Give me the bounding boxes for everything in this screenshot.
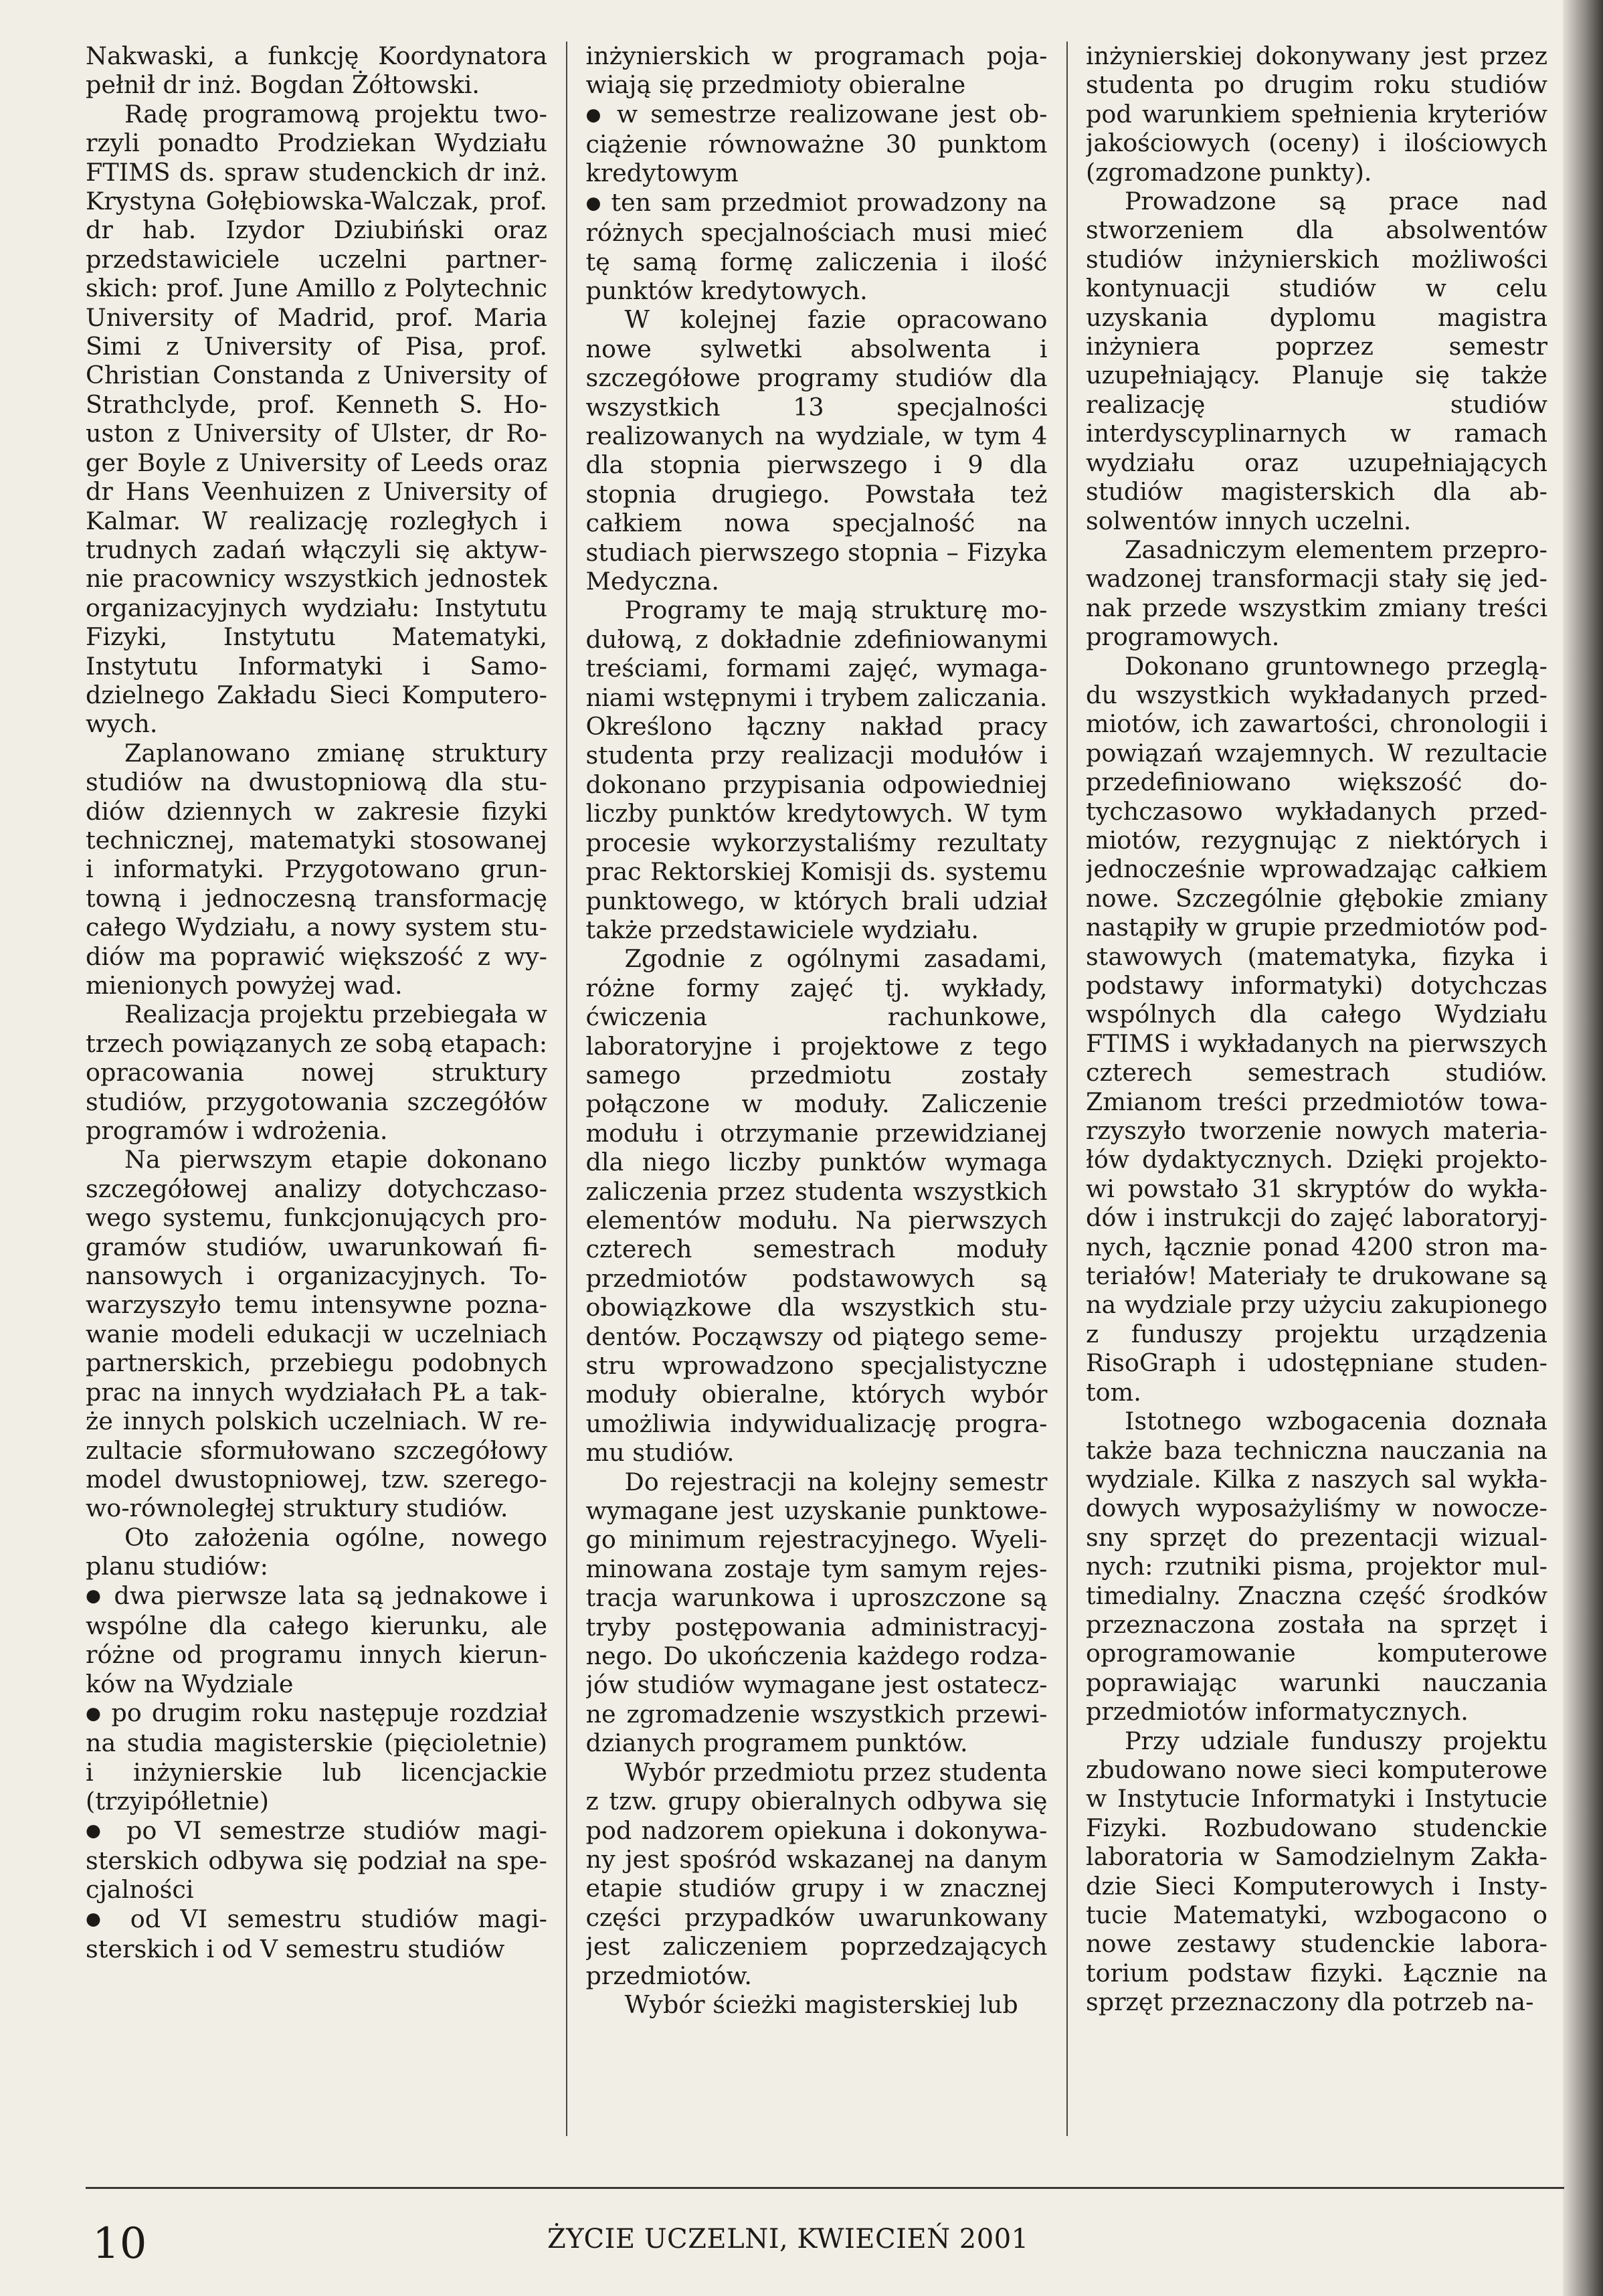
paragraph: Do rejestracji na kolejny semestr wymagane jest uzyskanie punktowego minimum rejestracyjnego. Wyeliminowana zostaje tym samym rejestracja warunkowa i uproszczone są tryby postępowania administracyjnego. Do ukończenia każdego rodzajów studiów wymagane jest ostateczne zgromadzenie wszystkich przewidzianych programem punktów.: [585, 1467, 1048, 1758]
paragraph: Wybór przedmiotu przez studenta z tzw. grupy obieralnych odbywa się pod nadzorem opiekuna i dokonywany jest spośród wskazanej na danym etapie studiów grupy i w znacznej części przypadków uwarunkowany jest zaliczeniem poprzedzających przedmiotów.: [585, 1757, 1048, 1990]
paragraph: Realizacja projektu przebiegała w trzech powiązanych ze sobą etapach: opracowania nowej struktury studiów, przygotowania szczegółów programów i wdrożenia.: [86, 1000, 547, 1146]
article-body: [86, 41, 1547, 2143]
paragraph: Zgodnie z ogólnymi zasadami, różne formy zajęć tj. wykłady, ćwiczenia rachunkowe, laboratoryjne i projektowe z tego samego przedmiotu zostały połączone w moduły. Zaliczenie modułu i otrzymanie przewidzianej dla niego liczby punktów wymaga zaliczenia przez studenta wszystkich elementów modułu. Na pierwszych czterech semestrach moduły przedmiotów podstawowych są obowiązkowe dla wszystkich studentów. Począwszy od piątego semestru wprowadzono specjalistyczne moduły obieralne, których wybór umożliwia indywidualizację programu studiów.: [585, 944, 1048, 1468]
page-number: 10: [92, 2219, 147, 2269]
bullet-item: ● dwa pierwsze lata są jednakowe i wspólne dla całego kierunku, ale różne od programu innych kierunków na Wydziale: [86, 1581, 547, 1698]
text-column-1: [86, 41, 547, 2143]
paragraph: Wybór ścieżki magisterskiej lub: [624, 1990, 1018, 2019]
page-edge-shadow: [1563, 0, 1603, 2296]
paragraph: W kolejnej fazie opracowano nowe sylwetki absolwenta i szczegółowe programy studiów dla wszystkich 13 specjalności realizowanych na wydziale, w tym 4 dla stopnia pierwszego i 9 dla stopnia drugiego. Powstała też całkiem nowa specjalność na studiach pierwszego stopnia – Fizyka Medyczna.: [585, 305, 1048, 596]
paragraph: inżynierskiej dokonywany jest przez studenta po drugim roku studiów pod warunkiem spełnienia kryteriów jakościowych (oceny) i ilościowych (zgromadzone punkty).: [1086, 41, 1547, 187]
paragraph: inżynierskich w programach pojawiają się przedmioty obieralne: [585, 41, 1048, 100]
paragraph: Istotnego wzbogacenia doznała także baza techniczna nauczania na wydziale. Kilka z naszych sal wykładowych wyposażyliśmy w nowoczesny sprzęt do prezentacji wizualnych: rzutniki pisma, projektor multimedialny. Znaczna część środków przeznaczona została na sprzęt i oprogramowanie komputerowe poprawiając warunki nauczania przedmiotów informatycznych.: [1086, 1407, 1547, 1727]
paragraph: Zaplanowano zmianę struktury studiów na dwustopniową dla studiów dziennych w zakresie fizyki technicznej, matematyki stosowanej i informatyki. Przygotowano gruntowną i jednoczesną transformację całego Wydziału, a nowy system studiów ma poprawić większość z wymienionych powyżej wad.: [86, 738, 547, 1000]
paragraph: Oto założenia ogólne, nowego planu studiów:: [86, 1522, 547, 1581]
bullet-item: ● po VI semestrze studiów magisterskich odbywa się podział na specjalności: [86, 1816, 547, 1905]
bullet-item: ● w semestrze realizowane jest obciążenie równoważne 30 punktom kredytowym: [586, 100, 1048, 188]
column-divider: [566, 41, 567, 2136]
bullet-item: ● po drugim roku następuje rozdział na studia magisterskie (pięcioletnie) i inżynierskie lub licencjackie (trzyipółletnie): [86, 1698, 547, 1816]
paragraph: Radę programową projektu tworzyli ponadto Prodziekan Wydziału FTIMS ds. spraw studenckich dr inż. Krystyna Gołębiowska-Walczak, prof. dr hab. Izydor Dziubiński oraz przedstawiciele uczelni partnerskich: prof. June Amillo z Polytechnic University of Madrid, prof. Maria Simi z University of Pisa, prof. Christian Constanda z University of Strathclyde, prof. Kenneth S. Houston z University of Ulster, dr Roger Boyle z University of Leeds oraz dr Hans Veenhuizen z University of Kalmar. W realizację rozległych i trudnych zadań włączyli się aktywnie pracownicy wszystkich jednostek organizacyjnych wydziału: Instytutu Fizyki, Instytutu Matematyki, Instytutu Informatyki i Samodzielnego Zakładu Sieci Komputerowych.: [86, 99, 547, 739]
column-divider: [1066, 41, 1068, 2136]
paragraph: Dokonano gruntownego przeglądu wszystkich wykładanych przedmiotów, ich zawartości, chronologii i powiązań wzajemnych. W rezultacie przedefiniowano większość dotychczasowo wykładanych przedmiotów, rezygnując z niektórych i jednocześnie wprowadzając całkiem nowe. Szczególnie głębokie zmiany nastąpiły w grupie przedmiotów podstawowych (matematyka, fizyka i podstawy informatyki) dotychczas wspólnych dla całego Wydziału FTIMS i wykładanych na pierwszych czterech semestrach studiów. Zmianom treści przedmiotów towarzyszyło tworzenie nowych materiałów dydaktycznych. Dzięki projektowi powstało 31 skryptów do wykładów i instrukcji do zajęć laboratoryjnych, łącznie ponad 4200 stron materiałów! Materiały te drukowane są na wydziale przy użyciu zakupionego z funduszy projektu urządzenia RisoGraph i udostępniane studentom.: [1086, 651, 1547, 1407]
footer-rule: [86, 2187, 1564, 2189]
bullet-item: ● ten sam przedmiot prowadzony na różnych specjalnościach musi mieć tę samą formę zaliczenia i ilość punktów kredytowych.: [586, 188, 1048, 305]
paragraph: Przy udziale funduszy projektu zbudowano nowe sieci komputerowe w Instytucie Informatyki i Instytucie Fizyki. Rozbudowano studenckie laboratoria w Samodzielnym Zakładzie Sieci Komputerowych i Instytucie Matematyki, wzbogacono o nowe zestawy studenckie laboratorium podstaw fizyki. Łącznie na sprzęt przeznaczony dla potrzeb na-: [1086, 1726, 1547, 2017]
text-column-2: [586, 41, 1048, 2143]
text-column-3: [1086, 41, 1547, 2143]
paragraph: Prowadzone są prace nad stworzeniem dla absolwentów studiów inżynierskich możliwości kontynuacji studiów w celu uzyskania dyplomu magistra inżyniera poprzez semestr uzupełniający. Planuje się także realizację studiów interdyscyplinarnych w ramach wydziału oraz uzupełniających studiów magisterskich dla absolwentów innych uczelni.: [1086, 187, 1547, 535]
bullet-item: ● od VI semestru studiów magisterskich i od V semestru studiów: [86, 1905, 547, 1964]
paragraph: Programy te mają strukturę modułową, z dokładnie zdefiniowanymi treściami, formami zajęć, wymaganiami wstępnymi i trybem zaliczania. Określono łączny nakład pracy studenta przy realizacji modułów i dokonano przypisania odpowiedniej liczby punktów kredytowych. W tym procesie wykorzystaliśmy rezultaty prac Rektorskiej Komisji ds. systemu punktowego, w których brali udział także przedstawiciele wydziału.: [585, 596, 1048, 944]
paragraph: Zasadniczym elementem przeprowadzonej transformacji stały się jednak przede wszystkim zmiany treści programowych.: [1086, 535, 1547, 652]
running-footer: ŻYCIE UCZELNI, KWIECIEŃ 2001: [547, 2224, 1029, 2255]
paragraph: Na pierwszym etapie dokonano szczegółowej analizy dotychczasowego systemu, funkcjonujących programów studiów, uwarunkowań finansowych i organizacyjnych. Towarzyszyło temu intensywne poznawanie modeli edukacji w uczelniach partnerskich, przebiegu podobnych prac na innych wydziałach PŁ a także innych polskich uczelniach. W rezultacie sformułowano szczegółowy model dwustopniowej, tzw. szeregowo-równoległej struktury studiów.: [86, 1145, 547, 1523]
paragraph: Nakwaski, a funkcję Koordynatora pełnił dr inż. Bogdan Żółtowski.: [86, 41, 547, 100]
